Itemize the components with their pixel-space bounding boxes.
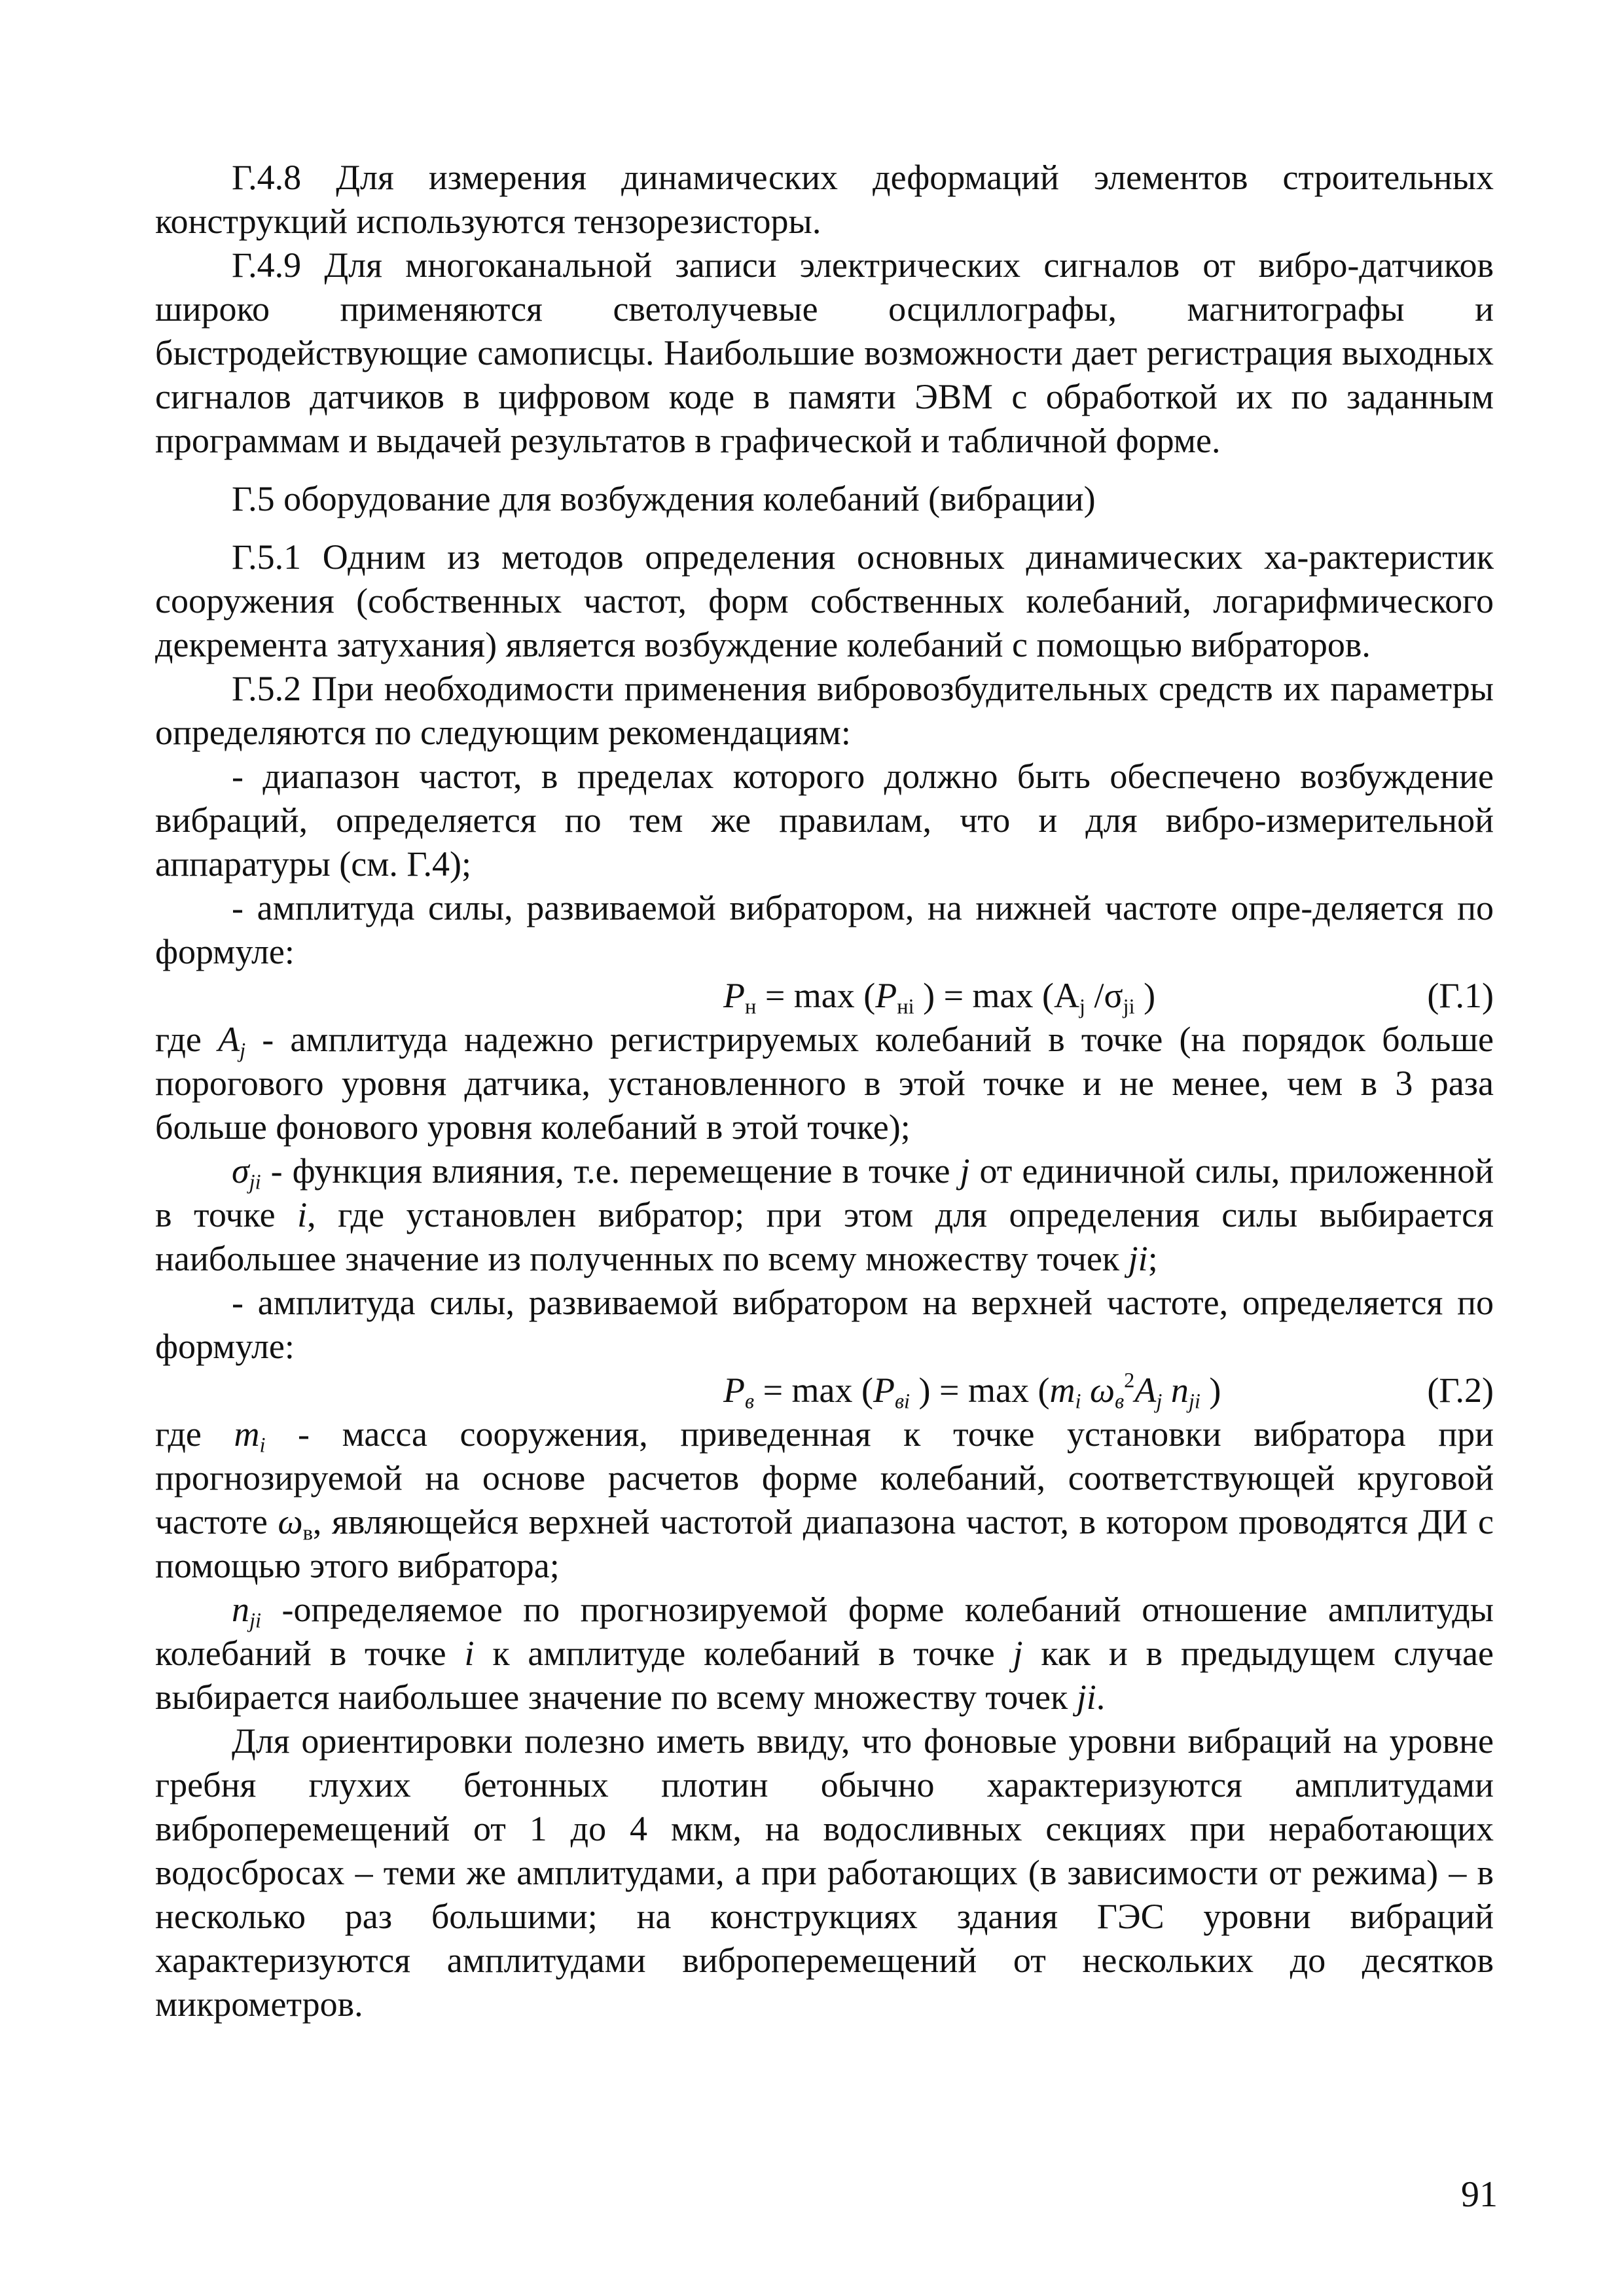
list-item-upper-frequency: - амплитуда силы, развиваемой вибратором на верхней частоте, определяется по формуле: xyxy=(155,1283,1494,1366)
definition-sigma-ji: $\sigma_{ji}$ - функция влияния, т.е. перемещение в точке j от единичной силы, приложенной в точке i, где установлен вибратор; при этом для определения силы выбирается наибольшее значение из полученных по всему множеству точек ji; xyxy=(155,1151,1494,1278)
formula-g1-expression: $P_н = \max (P_{нi}$ ) = $\max (A_j$ $/\sigma_{ji}$ ) xyxy=(723,976,1156,1019)
formula-g2 xyxy=(155,1369,1494,1412)
list-item-frequency-range: - диапазон частот, в пределах которого должно быть обеспечено возбуждение вибраций, определяется по тем же правилам, что и для вибро-измерительной аппаратуры (см. Г.4); xyxy=(155,757,1494,884)
formula-g2-number: (Г.2) xyxy=(1427,1371,1494,1410)
formula-g1 xyxy=(155,974,1494,1018)
formula-g2-expression: $P_в = \max (P_{вi}$ ) = $\max (m_i$ $\omega_в^2A_j$ $n_{ji}$ ) xyxy=(723,1369,1221,1414)
paragraph-g48: Г.4.8 Для измерения динамических деформаций элементов строительных конструкций используются тензорезисторы. xyxy=(155,158,1494,241)
formula-g1-number: (Г.1) xyxy=(1427,976,1494,1015)
paragraph-g52: Г.5.2 При необходимости применения вибровозбудительных средств их параметры определяются по следующим рекомендациям: xyxy=(155,669,1494,752)
section-heading-g5: Г.5 оборудование для возбуждения колебаний (вибрации) xyxy=(232,479,1096,518)
paragraph-g51: Г.5.1 Одним из методов определения основных динамических ха-рактеристик сооружения (собственных частот, форм собственных колебаний, логарифмического декремента затухания) является возбуждение колебаний с помощью вибраторов. xyxy=(155,537,1494,664)
page-body xyxy=(155,156,1494,2026)
definition-aj: где $A_j$ - амплитуда надежно регистрируемых колебаний в точке (на порядок больше порогового уровня датчика, установленного в этой точке и не менее, чем в 3 раза больше фонового уровня колебаний в этой точке); xyxy=(155,1020,1494,1147)
paragraph-background-levels: Для ориентировки полезно иметь ввиду, что фоновые уровни вибраций на уровне гребня глухих бетонных плотин обычно характеризуются амплитудами виброперемещений от 1 до 4 мкм, на водосливных секциях при неработающих водосбросах – теми же амплитудами, а при работающих (в зависимости от режима) – в несколько раз большими; на конструкциях здания ГЭС уровни вибраций характеризуются амплитудами виброперемещений от нескольких до десятков микрометров. xyxy=(155,1721,1494,2024)
list-item-lower-frequency: - амплитуда силы, развиваемой вибратором, на нижней частоте опре-деляется по формуле: xyxy=(155,888,1494,971)
definition-mi: где $m_i$ - масса сооружения, приведенная к точке установки вибратора при прогнозируемой на основе расчетов форме колебаний, соответствующей круговой частоте $\omega_в$, являющейся верхней частотой диапазона частот, в котором проводятся ДИ с помощью этого вибратора; xyxy=(155,1414,1494,1585)
page-number: 91 xyxy=(1461,2174,1498,2215)
paragraph-g49: Г.4.9 Для многоканальной записи электрических сигналов от вибро-датчиков широко применяются светолучевые осциллографы, магнитографы и быстродействующие самописцы. Наибольшие возможности дает регистрация выходных сигналов датчиков в цифровом коде в памяти ЭВМ с обработкой их по заданным программам и выдачей результатов в графической и табличной форме. xyxy=(155,245,1494,460)
definition-n-ji: $n_{ji}$ -определяемое по прогнозируемой форме колебаний отношение амплитуды колебаний в точке i к амплитуде колебаний в точке j как и в предыдущем случае выбирается наибольшее значение по всему множеству точек ji. xyxy=(155,1590,1494,1717)
